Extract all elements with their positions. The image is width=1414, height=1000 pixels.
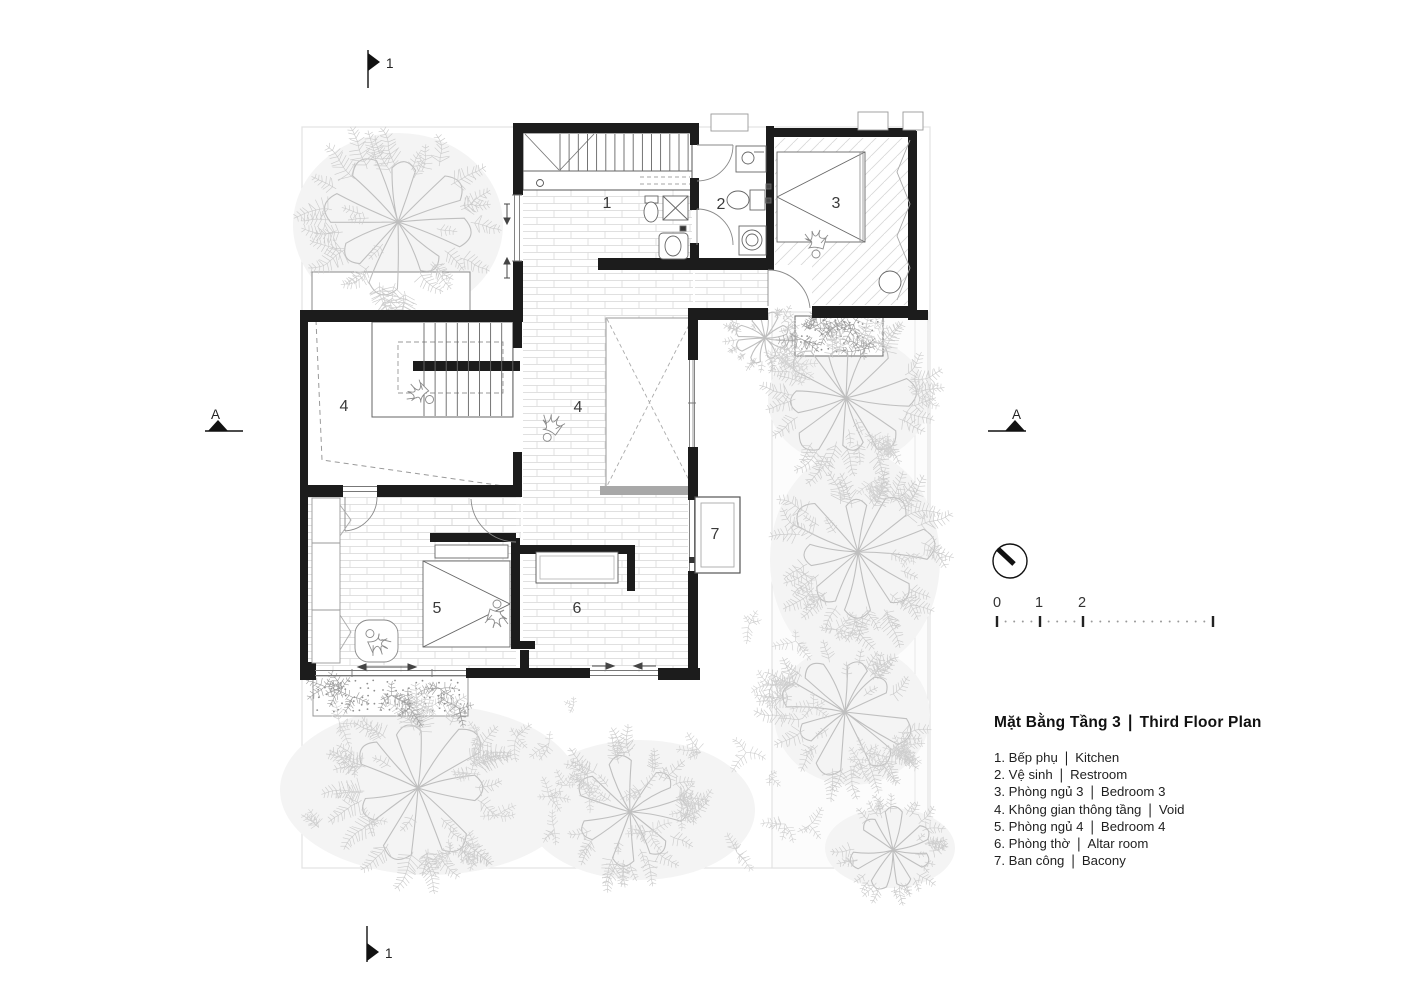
room-label-4b: 4: [573, 399, 583, 416]
legend-separator: |: [1148, 800, 1152, 818]
room-label-3: 3: [831, 195, 841, 212]
legend-item-vi: 2. Vệ sinh: [994, 767, 1053, 783]
legend-separator: |: [1090, 817, 1094, 835]
legend-item-vi: 4. Không gian thông tầng: [994, 801, 1142, 817]
room-label-4a: 4: [339, 398, 349, 415]
section-marker-left: [205, 407, 243, 431]
section-marker-bottom: [367, 926, 393, 962]
scale-bar: [993, 595, 1214, 627]
section-marker-right-label: A: [1012, 407, 1022, 422]
title-block: [994, 714, 1334, 869]
legend-item-en: Altar room: [1087, 836, 1149, 852]
plan-title: [994, 714, 1334, 732]
legend-item-en: Bedroom 3: [1100, 784, 1166, 800]
plan-title-vi: Mặt Bằng Tầng 3: [994, 714, 1122, 731]
legend-item-7: [994, 852, 1334, 869]
plan-title-en: Third Floor Plan: [1139, 714, 1262, 731]
legend-item-en: Bedroom 4: [1100, 818, 1166, 834]
legend-separator: |: [1071, 852, 1075, 870]
title-separator: |: [1128, 712, 1133, 733]
legend-list: [994, 749, 1334, 869]
staircase-top: [523, 133, 692, 190]
legend-item-en: Void: [1158, 801, 1185, 817]
staircase-middle: [372, 322, 520, 417]
legend-item-1: [994, 749, 1334, 766]
legend-item-vi: 7. Ban công: [994, 853, 1065, 869]
north-arrow-icon: [993, 544, 1027, 578]
room-label-6: 6: [572, 600, 582, 617]
scale-label-1: 1: [1035, 595, 1044, 611]
legend-item-5: [994, 818, 1334, 835]
legend-item-4: [994, 801, 1334, 818]
legend-item-6: [994, 835, 1334, 852]
scale-ticks: [996, 616, 1214, 627]
legend-item-en: Restroom: [1070, 767, 1128, 783]
legend-item-vi: 5. Phòng ngủ 4: [994, 818, 1084, 834]
legend-separator: |: [1090, 783, 1094, 801]
legend-separator: |: [1059, 766, 1064, 784]
skylight-void: [600, 318, 693, 495]
legend-item-vi: 6. Phòng thờ: [994, 836, 1071, 852]
room-label-1: 1: [602, 195, 612, 212]
legend-item-vi: 3. Phòng ngủ 3: [994, 784, 1084, 800]
legend-item-en: Bacony: [1081, 853, 1126, 869]
legend-separator: |: [1077, 834, 1081, 853]
room-label-7: 7: [710, 526, 720, 543]
section-marker-bottom-label: 1: [385, 946, 393, 961]
legend-item-en: Kitchen: [1075, 750, 1120, 765]
legend-item-vi: 1. Bếp phụ: [994, 750, 1058, 765]
section-marker-top-label: 1: [386, 56, 394, 71]
section-marker-left-label: A: [211, 407, 221, 422]
door-hardware: [689, 557, 695, 563]
room-label-2: 2: [716, 196, 726, 213]
legend-separator: |: [1064, 748, 1069, 767]
scale-label-0: 0: [993, 595, 1002, 611]
room-label-5: 5: [432, 600, 442, 617]
section-marker-right: [988, 407, 1026, 431]
legend-item-2: [994, 766, 1334, 783]
legend-item-3: [994, 783, 1334, 800]
scale-label-2: 2: [1078, 595, 1087, 611]
section-marker-top: [368, 50, 394, 88]
